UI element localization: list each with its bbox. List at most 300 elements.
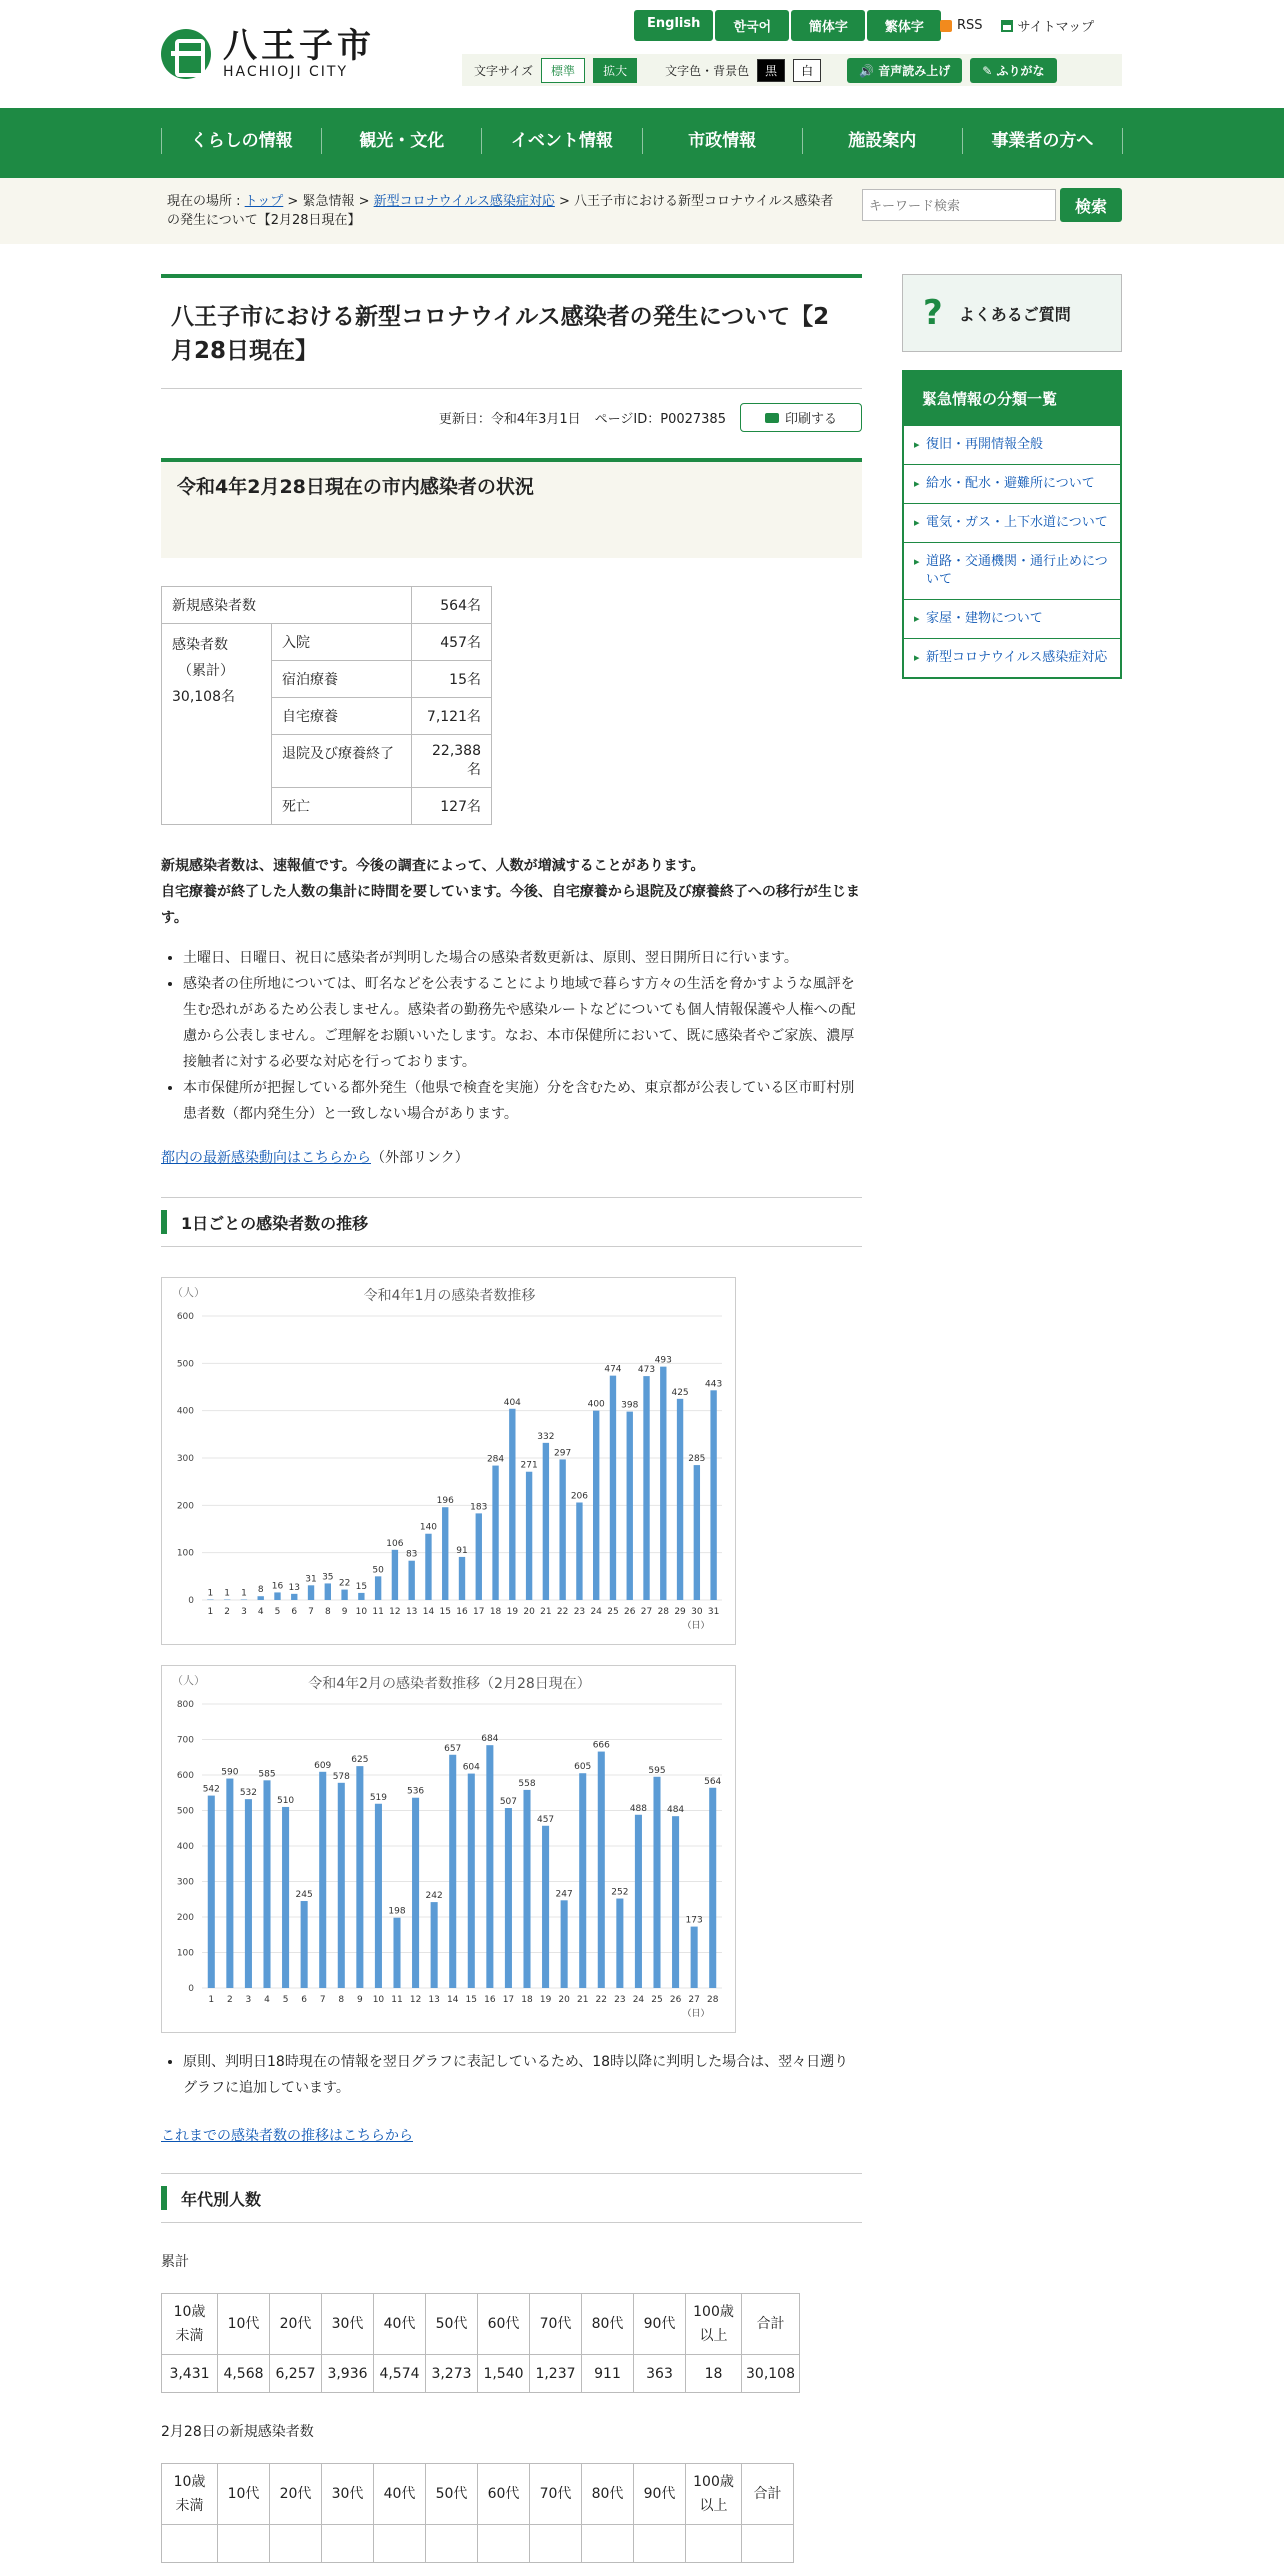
data-label: 657 <box>444 1743 462 1754</box>
data-label: 140 <box>419 1522 438 1533</box>
age-value-cell <box>686 2525 742 2563</box>
data-label: 91 <box>456 1545 468 1556</box>
data-label: 666 <box>592 1740 610 1751</box>
age-value-cell: 3,431 <box>162 2355 218 2393</box>
y-tick-label: 200 <box>176 1913 194 1923</box>
bar <box>442 1507 448 1600</box>
data-label: 558 <box>518 1778 536 1789</box>
x-tick-label: 13 <box>428 1995 440 2005</box>
meta-row <box>161 403 862 432</box>
x-tick-label: 27 <box>688 1995 700 2005</box>
print-label: 印刷する <box>784 412 837 427</box>
tokyo-trend-link[interactable]: 都内の最新感染動向はこちらから <box>161 1150 371 1166</box>
age-header-cell: 40代 <box>374 2294 426 2355</box>
bar <box>358 1593 364 1600</box>
page-title: 八王子市における新型コロナウイルス感染者の発生について【2月28日現在】 <box>171 304 830 364</box>
list-item: • 原則、判明日18時現在の情報を翌日グラフに表記しているため、18時以降に判明した場合は、翌々日遡りグラフに追加しています。 <box>183 2049 862 2101</box>
data-label: 284 <box>486 1454 505 1465</box>
furigana-label: ふりがな <box>996 63 1045 78</box>
age-header-cell: 50代 <box>426 2464 478 2525</box>
x-tick-label: 9 <box>356 1995 363 2005</box>
emergency-category-menu <box>902 370 1122 679</box>
city-emblem-icon <box>161 29 211 79</box>
data-label: 1 <box>207 1588 214 1599</box>
bar <box>576 1502 582 1600</box>
new-cases-label: 新規感染者数 <box>162 587 412 624</box>
breadcrumb <box>167 192 837 230</box>
bar <box>393 1918 400 1988</box>
data-label: 297 <box>554 1448 572 1459</box>
bar <box>208 1796 215 1988</box>
bar <box>308 1585 314 1600</box>
sitemap-icon <box>1001 20 1013 32</box>
x-tick-label: 28 <box>706 1995 719 2005</box>
x-tick-label: 24 <box>632 1995 645 2005</box>
sidebar-item-buildings[interactable]: ▸ 家屋・建物について <box>904 599 1120 638</box>
y-tick-label: 600 <box>176 1312 194 1322</box>
voice-label: 音声読み上げ <box>878 63 951 78</box>
y-axis-label: （人） <box>172 1286 205 1299</box>
heading-bar <box>161 1210 167 1234</box>
age-header-cell: 20代 <box>270 2464 322 2525</box>
data-label: 536 <box>406 1786 425 1797</box>
data-label: 35 <box>322 1572 334 1583</box>
bar <box>325 1583 331 1600</box>
bar <box>505 1808 512 1988</box>
data-label: 247 <box>555 1889 573 1900</box>
list-item: • 土曜日、日曜日、祝日に感染者が判明した場合の感染者数更新は、原則、翌日開所日に行います。 <box>183 945 862 971</box>
x-tick-label: 15 <box>465 1995 478 2005</box>
y-tick-label: 200 <box>176 1501 194 1512</box>
data-label: 252 <box>611 1887 629 1898</box>
sitemap-label: サイトマップ <box>1017 20 1095 35</box>
x-tick-label: 11 <box>391 1995 403 2005</box>
x-tick-label: 3 <box>241 1607 247 1617</box>
bar <box>425 1534 431 1600</box>
bar <box>543 1443 549 1600</box>
breadcrumb-top-link[interactable]: トップ <box>244 194 284 209</box>
x-tick-label: 19 <box>506 1607 519 1617</box>
search-input[interactable] <box>862 189 1056 221</box>
age-value-cell: 6,257 <box>270 2355 322 2393</box>
external-link-suffix: （外部リンク） <box>371 1150 469 1166</box>
sidebar-item-water[interactable]: ▸ 給水・配水・避難所について <box>904 464 1120 503</box>
x-tick-label: 11 <box>372 1607 384 1617</box>
age-header-cell: 10代 <box>218 2464 270 2525</box>
x-tick-label: 8 <box>338 1995 345 2005</box>
data-label: 425 <box>671 1387 689 1398</box>
history-link[interactable]: これまでの感染者数の推移はこちらから <box>161 2128 413 2144</box>
chart-title: 令和4年1月の感染者数推移 <box>363 1288 536 1304</box>
y-axis-label: （人） <box>172 1674 205 1687</box>
data-label: 604 <box>462 1762 480 1773</box>
site-header <box>0 0 1284 108</box>
x-tick-label: 25 <box>651 1995 663 2005</box>
data-label: 1 <box>241 1588 247 1599</box>
data-label: 595 <box>648 1765 666 1776</box>
stat-value: 7,121名 <box>412 698 492 735</box>
x-tick-label: 5 <box>282 1995 289 2005</box>
age-header-cell: 合計 <box>742 2464 794 2525</box>
data-label: 16 <box>271 1581 284 1592</box>
x-tick-label: 4 <box>264 1995 270 2005</box>
table-row <box>162 2355 800 2393</box>
stat-label: 宿泊療養 <box>272 661 412 698</box>
age-header-cell: 80代 <box>582 2294 634 2355</box>
x-tick-label: 28 <box>657 1607 670 1617</box>
y-tick-label: 400 <box>176 1842 194 1852</box>
x-tick-label: 16 <box>456 1607 468 1617</box>
x-tick-label: 6 <box>301 1995 308 2005</box>
breadcrumb-covid-link[interactable]: 新型コロナウイルス感染症対応 <box>373 194 555 209</box>
note-bold-1: 新規感染者数は、速報値です。今後の調査によって、人数が増減することがあります。 <box>161 858 705 874</box>
x-tick-label: 13 <box>405 1607 418 1617</box>
section-heading-age <box>161 2173 862 2223</box>
global-nav <box>0 108 1284 178</box>
data-label: 532 <box>239 1788 258 1799</box>
bar <box>542 1826 549 1988</box>
bar <box>593 1411 599 1600</box>
bar <box>459 1557 465 1600</box>
age-new-label: 2月28日の新規感染者数 <box>161 2424 314 2440</box>
section-heading-daily <box>161 1197 862 1247</box>
stats-table <box>161 586 492 825</box>
y-tick-label: 0 <box>188 1596 194 1606</box>
age-header-cell: 90代 <box>634 2464 686 2525</box>
data-label: 183 <box>470 1502 488 1513</box>
data-label: 457 <box>536 1814 555 1825</box>
sidebar-item-roads[interactable]: ▸ 道路・交通機関・通行止めについて <box>904 542 1120 599</box>
y-tick-label: 100 <box>176 1948 194 1959</box>
bar <box>492 1466 498 1600</box>
age-value-cell: 4,574 <box>374 2355 426 2393</box>
print-button[interactable] <box>740 403 862 432</box>
sidebar-item-covid[interactable]: ▸ 新型コロナウイルス感染症対応 <box>904 638 1120 677</box>
data-label: 332 <box>537 1431 555 1442</box>
note-bold-2: 自宅療養が終了した人数の集計に時間を要しています。今後、自宅療養から退院及び療養終了への移行が生じます。 <box>161 884 860 926</box>
accessibility-toolbar <box>462 54 1122 86</box>
chart-january <box>161 1277 736 1645</box>
y-tick-label: 600 <box>176 1771 194 1781</box>
bar <box>643 1376 649 1600</box>
x-tick-label: 3 <box>245 1995 252 2005</box>
age-value-cell <box>270 2525 322 2563</box>
data-label: 22 <box>338 1578 351 1589</box>
x-tick-label: 17 <box>473 1607 485 1617</box>
data-label: 173 <box>685 1915 703 1926</box>
faq-link[interactable] <box>902 274 1122 352</box>
data-label: 564 <box>704 1776 722 1787</box>
lang-simplified-chinese-button[interactable]: 簡体字 <box>791 10 865 41</box>
data-label: 510 <box>276 1795 295 1806</box>
bar <box>509 1409 515 1600</box>
x-tick-label: 26 <box>624 1607 636 1617</box>
x-tick-label: 20 <box>558 1995 570 2005</box>
nav-living[interactable]: くらしの情報 <box>161 128 321 154</box>
stat-label: 退院及び療養終了 <box>272 735 412 788</box>
age-value-cell: 911 <box>582 2355 634 2393</box>
furigana-button[interactable]: ✎ ふりがな <box>970 58 1056 83</box>
x-tick-label: 1 <box>207 1607 214 1617</box>
x-axis-label: （日） <box>682 2009 710 2019</box>
y-tick-label: 800 <box>176 1700 194 1710</box>
age-value-cell: 3,936 <box>322 2355 374 2393</box>
x-tick-label: 4 <box>257 1607 264 1617</box>
data-label: 625 <box>351 1755 369 1766</box>
x-tick-label: 7 <box>308 1607 314 1617</box>
data-label: 684 <box>481 1734 499 1745</box>
age-total-label: 累計 <box>161 2254 189 2270</box>
x-tick-label: 19 <box>539 1995 552 2005</box>
bar <box>226 1779 233 1988</box>
font-standard-button[interactable]: 標準 <box>541 58 585 83</box>
sitemap-link[interactable] <box>1001 16 1095 35</box>
x-tick-label: 10 <box>355 1607 368 1617</box>
stat-value: 22,388名 <box>412 735 492 788</box>
rss-icon <box>940 20 952 32</box>
x-axis-label: （日） <box>682 1621 710 1631</box>
x-tick-label: 1 <box>208 1995 215 2005</box>
bar <box>653 1777 660 1988</box>
data-label: 507 <box>499 1797 518 1808</box>
rss-link[interactable] <box>940 16 983 35</box>
bar <box>301 1901 308 1988</box>
x-tick-label: 26 <box>669 1995 682 2005</box>
age-header-cell: 10歳 未満 <box>162 2294 218 2355</box>
x-tick-label: 15 <box>439 1607 451 1617</box>
age-value-cell: 1,237 <box>530 2355 582 2393</box>
data-label: 488 <box>629 1803 648 1814</box>
logo-subtitle: HACHIOJI CITY <box>223 64 349 80</box>
bar <box>579 1773 586 1988</box>
age-value-cell <box>374 2525 426 2563</box>
age-header-cell: 40代 <box>374 2464 426 2525</box>
breadcrumb-prefix: 現在の場所 : <box>167 194 245 209</box>
data-label: 1 <box>224 1588 231 1599</box>
nav-events[interactable]: イベント情報 <box>481 128 641 154</box>
bar <box>291 1594 297 1600</box>
bar <box>258 1596 264 1600</box>
bar <box>274 1592 280 1600</box>
stat-value: 15名 <box>412 661 492 698</box>
top-links <box>940 16 1094 35</box>
age-header-cell: 20代 <box>270 2294 322 2355</box>
font-large-button[interactable]: 拡大 <box>593 58 637 83</box>
age-value-cell: 1,540 <box>478 2355 530 2393</box>
x-tick-label: 31 <box>707 1607 720 1617</box>
bar <box>319 1772 326 1988</box>
bar <box>392 1550 398 1600</box>
age-value-cell <box>634 2525 686 2563</box>
data-label: 198 <box>388 1906 406 1917</box>
printer-icon <box>765 413 779 423</box>
lang-korean-button[interactable]: 한국어 <box>715 10 789 41</box>
data-label: 484 <box>666 1805 685 1816</box>
color-label: 文字色・背景色 <box>665 63 750 78</box>
x-tick-label: 20 <box>523 1607 535 1617</box>
y-tick-label: 300 <box>176 1877 194 1888</box>
x-tick-label: 22 <box>556 1607 569 1617</box>
data-label: 206 <box>570 1491 589 1502</box>
data-label: 404 <box>503 1397 521 1408</box>
nav-city-admin[interactable]: 市政情報 <box>642 128 802 154</box>
font-size-label: 文字サイズ <box>474 63 534 78</box>
lang-traditional-chinese-button[interactable]: 繁体字 <box>867 10 941 41</box>
january-chart-svg <box>162 1278 737 1644</box>
bar <box>408 1561 414 1600</box>
age-heading-text: 年代別人数 <box>181 2189 262 2209</box>
x-tick-label: 18 <box>521 1995 533 2005</box>
age-value-cell <box>218 2525 270 2563</box>
data-label: 15 <box>355 1581 368 1592</box>
sidebar-item-utilities[interactable]: ▸ 電気・ガス・上下水道について <box>904 503 1120 542</box>
stat-value: 457名 <box>412 624 492 661</box>
nav-facilities[interactable]: 施設案内 <box>802 128 962 154</box>
voice-read-button[interactable]: 🔊 音声読み上げ <box>847 58 962 83</box>
history-link-row <box>161 2125 862 2145</box>
color-white-button[interactable]: 白 <box>793 59 821 82</box>
x-tick-label: 24 <box>590 1607 602 1617</box>
bar <box>245 1799 252 1988</box>
data-label: 609 <box>314 1760 332 1771</box>
data-label: 473 <box>637 1365 656 1376</box>
bar <box>598 1752 605 1988</box>
age-new-table <box>161 2463 794 2563</box>
color-black-button[interactable]: 黒 <box>757 59 785 82</box>
age-total-table <box>161 2293 800 2393</box>
x-tick-label: 14 <box>446 1995 459 2005</box>
x-tick-label: 16 <box>484 1995 496 2005</box>
bar <box>635 1815 642 1988</box>
site-logo[interactable] <box>161 28 375 80</box>
x-tick-label: 10 <box>372 1995 385 2005</box>
age-value-cell <box>478 2525 530 2563</box>
data-label: 493 <box>654 1355 672 1366</box>
bar <box>468 1774 475 1988</box>
bar <box>356 1766 363 1988</box>
notes-bold <box>161 853 862 931</box>
main-content <box>161 274 862 2563</box>
data-label: 443 <box>705 1379 723 1390</box>
lang-english-button[interactable]: English <box>634 10 713 41</box>
age-header-cell: 70代 <box>530 2464 582 2525</box>
bar <box>691 1927 698 1988</box>
february-chart-svg <box>162 1666 737 2032</box>
x-tick-label: 12 <box>389 1607 401 1617</box>
x-tick-label: 6 <box>291 1607 298 1617</box>
data-label: 398 <box>621 1400 639 1411</box>
bar <box>561 1900 568 1988</box>
bar <box>263 1780 270 1988</box>
new-cases-value: 564名 <box>412 587 492 624</box>
list-item: • 感染者の住所地については、町名などを公表することにより地域で暮らす方々の生活を脅かすような風評を生む恐れがあるため公表しません。感染者の勤務先や感染ルートなどについても個人情報保護や人権への配慮から公表しません。ご理解をお願いいたします。なお、本市保健所において、既に感染者やご家族、濃厚接触者に対する必要な対応を行っております。 <box>183 971 862 1075</box>
bar <box>523 1790 530 1988</box>
table-row <box>162 2294 800 2355</box>
nav-business[interactable]: 事業者の方へ <box>962 128 1123 154</box>
faq-label: よくあるご質問 <box>958 304 1071 324</box>
x-tick-label: 14 <box>422 1607 435 1617</box>
sidebar-item-recovery[interactable]: ▸ 復旧・再開情報全般 <box>904 425 1120 464</box>
nav-tourism[interactable]: 観光・文化 <box>321 128 481 154</box>
x-tick-label: 29 <box>674 1607 686 1617</box>
total-label: 感染者数 <box>172 637 228 653</box>
logo-title: 八王子市 <box>223 26 375 66</box>
age-value-cell: 4,568 <box>218 2355 270 2393</box>
x-tick-label: 2 <box>224 1607 231 1617</box>
stat-label: 死亡 <box>272 788 412 825</box>
search-button[interactable]: 検索 <box>1060 188 1122 222</box>
age-header-cell: 100歳 以上 <box>686 2294 742 2355</box>
data-label: 400 <box>587 1399 605 1410</box>
question-icon: ? <box>923 293 943 333</box>
data-label: 578 <box>332 1771 350 1782</box>
age-header-cell: 30代 <box>322 2464 374 2525</box>
list-item: • 本市保健所が把握している都外発生（他県で検査を実施）分を含むため、東京都が公表している区市町村別患者数（都内発生分）と一致しない場合があります。 <box>183 1075 862 1127</box>
age-value-cell <box>162 2525 218 2563</box>
x-tick-label: 21 <box>540 1607 552 1617</box>
x-tick-label: 30 <box>691 1607 703 1617</box>
data-label: 605 <box>574 1762 592 1773</box>
data-label: 8 <box>257 1585 264 1596</box>
bar <box>660 1367 666 1600</box>
bar <box>526 1472 532 1600</box>
total-label-sub: （累計） <box>178 663 234 679</box>
age-value-cell <box>742 2525 794 2563</box>
age-header-cell: 10代 <box>218 2294 270 2355</box>
bar <box>449 1755 456 1988</box>
bar <box>710 1390 716 1600</box>
rss-label: RSS <box>957 18 983 33</box>
data-label: 519 <box>369 1792 388 1803</box>
bar <box>412 1798 419 1988</box>
x-tick-label: 9 <box>341 1607 348 1617</box>
chart-title: 令和4年2月の感染者数推移（2月28日現在） <box>308 1676 591 1692</box>
age-value-cell <box>582 2525 634 2563</box>
age-value-cell <box>426 2525 478 2563</box>
y-tick-label: 400 <box>176 1406 194 1417</box>
y-tick-label: 0 <box>188 1984 194 1994</box>
total-cases-cell <box>162 624 272 825</box>
x-tick-label: 7 <box>319 1995 326 2005</box>
breadcrumb-emergency: > 緊急情報 > <box>283 194 374 209</box>
x-tick-label: 22 <box>595 1995 608 2005</box>
stat-label: 入院 <box>272 624 412 661</box>
age-header-cell: 100歳 以上 <box>686 2464 742 2525</box>
bar <box>672 1816 679 1988</box>
age-header-cell: 90代 <box>634 2294 686 2355</box>
page-title-box <box>161 274 862 389</box>
stat-label: 自宅療養 <box>272 698 412 735</box>
age-header-cell: 80代 <box>582 2464 634 2525</box>
data-label: 106 <box>386 1538 404 1549</box>
age-value-cell: 30,108 <box>742 2355 800 2393</box>
table-row <box>162 2464 794 2525</box>
y-tick-label: 500 <box>176 1806 194 1817</box>
updated-date: 更新日：令和4年3月1日 <box>438 412 581 427</box>
y-tick-label: 100 <box>176 1548 194 1559</box>
chart-notes <box>161 2049 862 2101</box>
bar <box>375 1576 381 1600</box>
x-tick-label: 2 <box>226 1995 233 2005</box>
age-header-cell: 60代 <box>478 2294 530 2355</box>
x-tick-label: 23 <box>573 1607 586 1617</box>
age-header-cell: 30代 <box>322 2294 374 2355</box>
chart-february <box>161 1665 736 2033</box>
bar <box>694 1465 700 1600</box>
table-row <box>162 2525 794 2563</box>
bar <box>559 1459 565 1600</box>
age-header-cell: 70代 <box>530 2294 582 2355</box>
